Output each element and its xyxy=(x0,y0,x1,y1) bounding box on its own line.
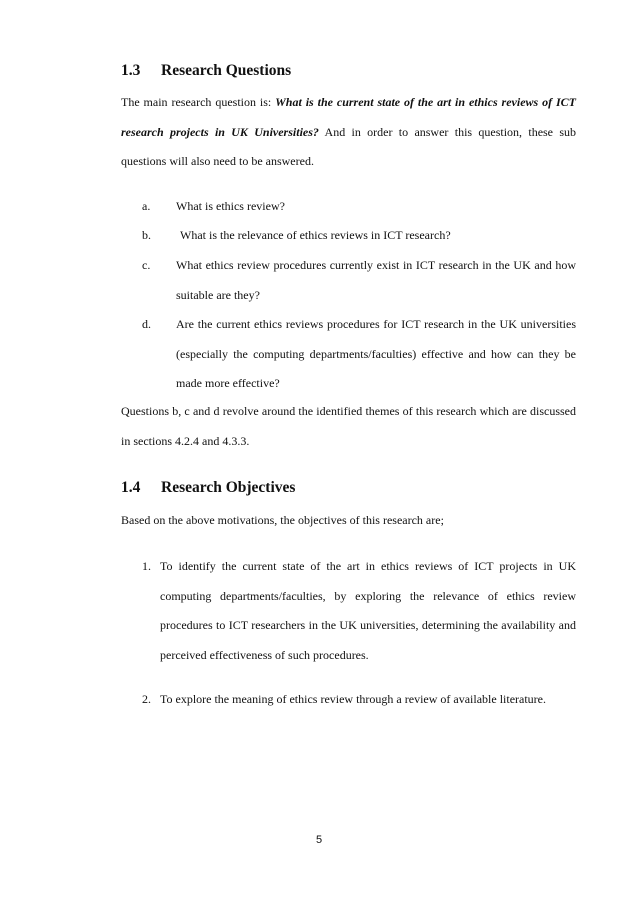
section-title: Research Objectives xyxy=(161,479,296,496)
closing-paragraph: Questions b, c and d revolve around the identified themes of this research which are discussed in sections 4.2.4 and 4.3.3. xyxy=(121,404,576,448)
main-research-question: What is the current state of the art in ethics reviews of ICT research projects in UK Universities? xyxy=(121,95,576,139)
section-number: 1.3 xyxy=(121,62,141,79)
section-heading-1-3 xyxy=(121,62,291,80)
list-text: To explore the meaning of ethics review through a review of available literature. xyxy=(160,692,547,706)
sub-question-item xyxy=(142,310,576,400)
objective-item xyxy=(142,552,576,672)
list-text: What ethics review procedures currently exist in ICT research in the UK and how suitable are they? xyxy=(176,258,576,302)
page-number: 5 xyxy=(315,834,323,846)
section-title: Research Questions xyxy=(161,62,292,79)
list-label: 1. xyxy=(142,559,151,573)
research-question-paragraph xyxy=(121,88,576,177)
list-label: a. xyxy=(142,199,151,213)
section-number: 1.4 xyxy=(121,479,141,496)
list-label: 2. xyxy=(142,692,151,706)
list-text: What is ethics review? xyxy=(176,199,285,213)
list-label: c. xyxy=(142,258,151,272)
list-text: Are the current ethics reviews procedures for ICT research in the UK universities (especially the computing departments/faculties) effective and how can they be made more effective? xyxy=(176,317,576,390)
section-heading-1-4 xyxy=(121,479,295,497)
intro-prefix: The main research question is: xyxy=(121,95,276,109)
list-text: To identify the current state of the art in ethics reviews of ICT projects in UK computing departments/faculties, by exploring the relevance of ethics review procedures to ICT researchers in the UK universities, determining the availability and perceived effectiveness of such procedures. xyxy=(160,559,576,662)
sub-question-item xyxy=(142,251,576,311)
list-text: What is the relevance of ethics reviews in ICT research? xyxy=(180,228,451,242)
list-label: d. xyxy=(142,317,151,331)
list-label: b. xyxy=(142,228,151,242)
objectives-intro: Based on the above motivations, the objectives of this research are; xyxy=(121,513,444,527)
intro-suffix: And in order to answer this question, these sub questions will also need to be answered. xyxy=(121,124,576,168)
